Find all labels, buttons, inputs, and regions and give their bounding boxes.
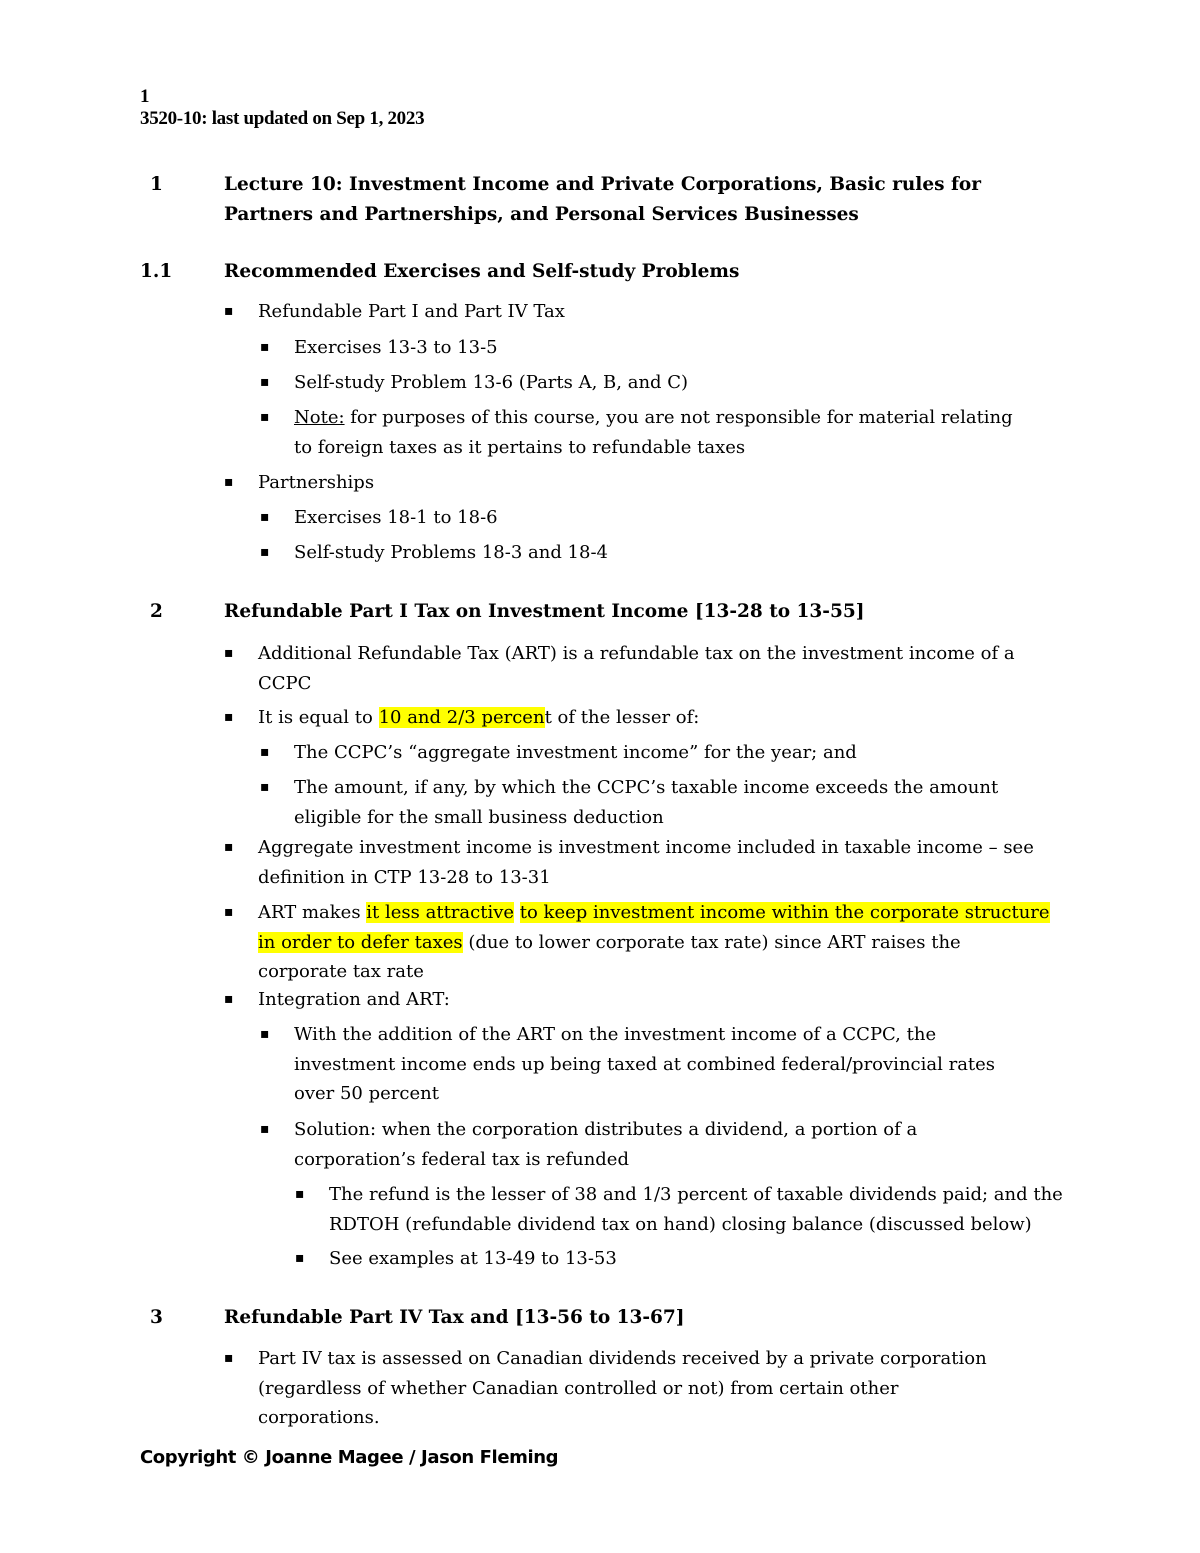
bullet-icon: ▪ [224,303,234,319]
bullet-icon: ▪ [260,1121,270,1137]
list-item: ▪ Self-study Problems 18-3 and 18-4 [294,538,1054,568]
bullet-icon: ▪ [224,991,234,1007]
section-title: Refundable Part I Tax on Investment Income [13-28 to 13-55] [224,601,865,622]
list-item: ▪ Self-study Problem 13-6 (Parts A, B, and C) [294,368,1054,398]
bullet-icon: ▪ [260,374,270,390]
bullet-icon: ▪ [260,509,270,525]
footer-copyright: Copyright © Joanne Magee / Jason Fleming [140,1447,559,1468]
bullet-icon: ▪ [224,904,234,920]
bullet-icon: ▪ [224,839,234,855]
section-3-heading [140,1303,1060,1333]
document-version-line: 3520-10: last updated on Sep 1, 2023 [140,108,425,129]
list-item: ▪ Part IV tax is assessed on Canadian dividends received by a private corporation (regardless of whether Canadian controlled or not) from certain other corporations. [258,1344,1018,1433]
list-item: ▪ Partnerships [258,468,1048,498]
list-item: ▪ Exercises 13-3 to 13-5 [294,333,1054,363]
bullet-icon: ▪ [224,1350,234,1366]
bullet-icon: ▪ [260,409,270,425]
bullet-icon: ▪ [260,744,270,760]
page-number: 1 [140,86,150,107]
section-number: 1.1 [140,261,173,282]
list-item: ▪ See examples at 13-49 to 13-53 [329,1244,1069,1274]
list-item: ▪ ART makes it less attractive to keep investment income within the corporate structure in order to defer taxes (due to lower corporate tax rate) since ART raises the corporate tax rate [258,898,1053,987]
section-title: Refundable Part IV Tax and [13-56 to 13-67] [224,1307,685,1328]
section-2-heading [140,597,1060,627]
section-title: Lecture 10: Investment Income and Private Corporations, Basic rules for Partners and Partnerships, and Personal Services Businesses [224,174,982,225]
bullet-icon: ▪ [224,645,234,661]
bullet-icon: ▪ [260,544,270,560]
list-item: ▪ Solution: when the corporation distributes a dividend, a portion of a corporation’s federal tax is refunded [294,1115,1044,1174]
list-item: ▪ The CCPC’s “aggregate investment income” for the year; and [294,738,1054,768]
list-item: ▪ The amount, if any, by which the CCPC’s taxable income exceeds the amount eligible for the small business deduction [294,773,1024,832]
section-1-heading [140,170,1060,230]
section-number: 1 [150,174,163,195]
list-item: ▪ Exercises 18-1 to 18-6 [294,503,1054,533]
bullet-icon: ▪ [224,474,234,490]
highlighted-text: it less attractive [366,902,515,923]
list-item: ▪ With the addition of the ART on the investment income of a CCPC, the investment income ends up being taxed at combined federal/provincial rates over 50 percent [294,1020,1039,1109]
list-item: ▪ Aggregate investment income is investment income included in taxable income – see definition in CTP 13-28 to 13-31 [258,833,1043,892]
bullet-icon: ▪ [295,1250,305,1266]
list-item: ▪ It is equal to 10 and 2/3 percent of the lesser of: [258,703,1048,733]
list-item: ▪ Integration and ART: [258,985,1048,1015]
list-item: ▪ The refund is the lesser of 38 and 1/3 percent of taxable dividends paid; and the RDTOH (refundable dividend tax on hand) closing balance (discussed below) [329,1180,1064,1239]
list-item: ▪ Additional Refundable Tax (ART) is a refundable tax on the investment income of a CCPC [258,639,1038,698]
highlighted-text: 10 and 2/3 percen [378,707,545,728]
section-number: 3 [150,1307,163,1328]
highlighted-text: to keep investment income within the corporate structure in order to defer taxes [258,902,1050,953]
list-item: ▪ Note: for purposes of this course, you are not responsible for material relating to foreign taxes as it pertains to refundable taxes [294,403,1034,462]
section-title: Recommended Exercises and Self-study Problems [224,261,740,282]
bullet-icon: ▪ [260,779,270,795]
section-number: 2 [150,601,163,622]
bullet-icon: ▪ [295,1186,305,1202]
list-item: ▪ Refundable Part I and Part IV Tax [258,297,1048,327]
note-label: Note: [294,407,345,428]
bullet-icon: ▪ [260,1026,270,1042]
bullet-icon: ▪ [224,709,234,725]
bullet-icon: ▪ [260,339,270,355]
section-1-1-heading [140,257,1060,287]
